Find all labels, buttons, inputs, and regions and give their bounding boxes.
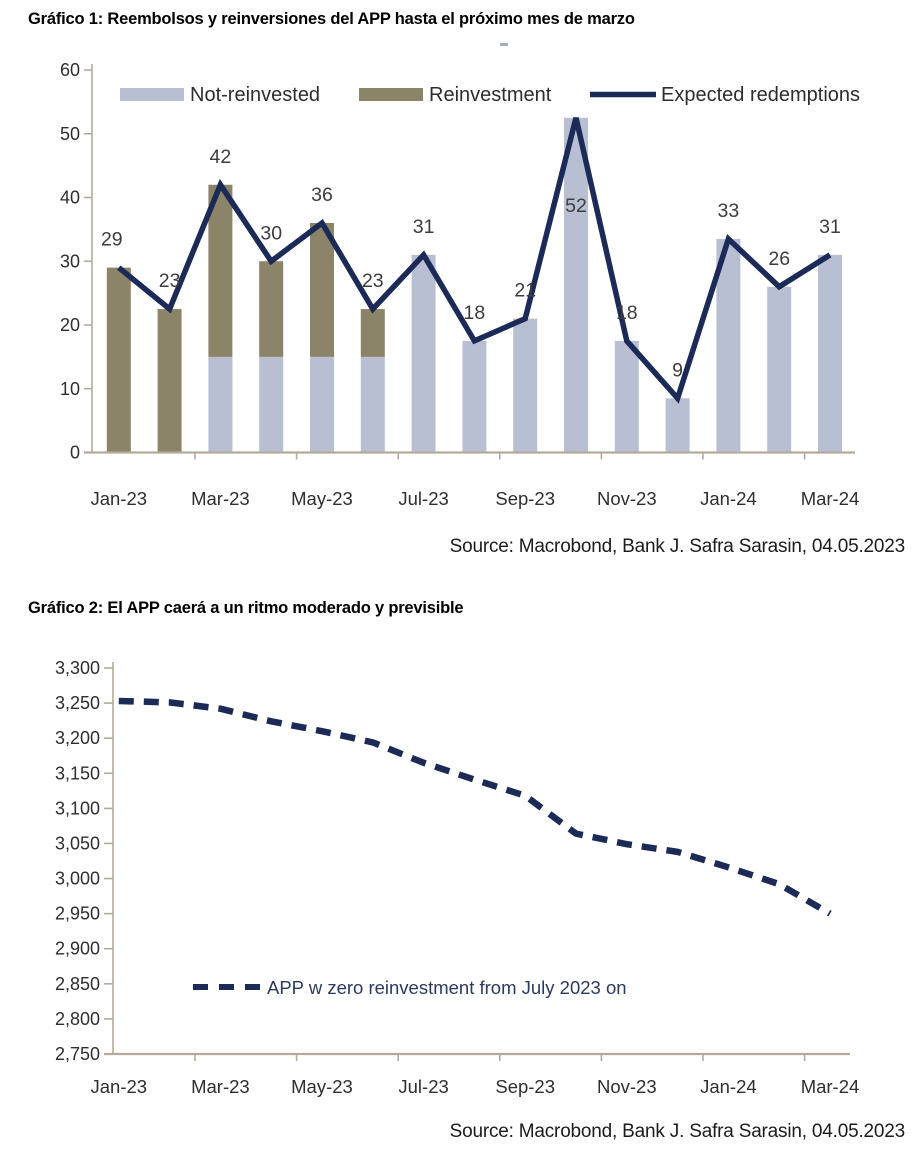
value-label: 42 (209, 145, 232, 168)
bar-segment (615, 341, 639, 453)
value-label: 33 (717, 199, 740, 222)
y-tick-label: 3,050 (54, 833, 100, 854)
value-label: 21 (514, 279, 537, 302)
bar-segment (513, 319, 537, 453)
chart2-figure (0, 640, 920, 1110)
x-tick-label: Jan-24 (700, 1076, 757, 1097)
bar-segment (259, 261, 283, 357)
x-axis (91, 1054, 860, 1097)
y-tick-label: 0 (69, 442, 80, 463)
value-label: 9 (672, 359, 684, 382)
bar-segment (107, 268, 131, 453)
x-tick-label: Mar-23 (191, 488, 250, 509)
bar-segment (259, 357, 283, 453)
y-tick-label: 50 (59, 123, 80, 144)
y-tick-label: 3,100 (54, 798, 100, 819)
bar-segment (462, 341, 486, 453)
x-tick-label: Nov-23 (596, 1076, 657, 1097)
x-tick-label: Jul-23 (398, 1076, 449, 1097)
bar-segment (361, 309, 385, 357)
bar-segment (412, 255, 436, 453)
y-tick-label: 20 (59, 315, 80, 335)
y-tick-label: 3,250 (54, 693, 100, 714)
x-axis (84, 453, 859, 510)
bar-segment (158, 309, 182, 452)
bar-segment (310, 223, 334, 357)
legend-swatch-reinvestment (359, 88, 423, 101)
x-tick-label: Mar-24 (800, 488, 860, 509)
value-label: 30 (260, 222, 283, 245)
legend (120, 84, 860, 106)
value-label: 31 (819, 215, 841, 238)
legend-label-app-line: APP w zero reinvestment from July 2023 on (267, 977, 627, 998)
chart1-figure (0, 40, 920, 518)
x-tick-label: May-23 (291, 488, 353, 509)
legend (193, 977, 627, 998)
value-label: 23 (158, 270, 181, 293)
value-label: 26 (768, 247, 791, 270)
value-label: 29 (100, 228, 123, 251)
legend-swatch-not-reinvested (120, 88, 184, 101)
bar-segment (564, 118, 588, 453)
legend-label-not-reinvested: Not-reinvested (190, 84, 321, 106)
chart2-source: Source: Macrobond, Bank J. Safra Sarasin, 04.05.2023 (449, 1121, 905, 1142)
y-tick-label: 60 (59, 60, 80, 80)
y-tick-label: 2,950 (54, 903, 100, 924)
x-tick-label: Nov-23 (596, 488, 657, 509)
y-tick-label: 3,150 (54, 763, 100, 784)
x-tick-label: Jul-23 (398, 488, 449, 509)
y-tick-label: 3,000 (54, 868, 100, 889)
x-tick-label: Jan-24 (700, 488, 757, 509)
chart2-title: Gráfico 2: El APP caerá a un ritmo moderado y previsible (28, 599, 464, 617)
bar-segment (767, 287, 791, 453)
x-tick-label: Jan-23 (90, 488, 148, 509)
value-label: 52 (565, 194, 587, 217)
bar-segment (208, 357, 232, 453)
x-tick-label: Jan-23 (90, 1076, 148, 1097)
bar-segment (361, 357, 385, 453)
y-tick-label: 2,800 (54, 1008, 100, 1029)
y-axis (55, 658, 113, 1064)
x-tick-label: May-23 (291, 1076, 353, 1097)
legend-label-expected-redemptions: Expected redemptions (661, 84, 861, 106)
value-label: 18 (463, 301, 486, 324)
y-tick-label: 3,200 (54, 728, 100, 749)
x-tick-label: Sep-23 (495, 488, 556, 509)
value-label: 31 (412, 215, 435, 238)
chart1-source: Source: Macrobond, Bank J. Safra Sarasin, 04.05.2023 (449, 536, 905, 557)
y-tick-label: 2,900 (54, 938, 100, 959)
bar-segment (310, 357, 334, 453)
y-tick-label: 10 (59, 378, 80, 399)
y-tick-label: 30 (59, 251, 80, 272)
y-tick-label: 40 (59, 187, 80, 208)
value-label: 36 (311, 184, 333, 206)
y-tick-label: 3,300 (54, 658, 100, 678)
app-projection-line (119, 701, 830, 914)
y-axis (60, 60, 92, 463)
chart1-title: Gráfico 1: Reembolsos y reinversiones del APP hasta el próximo mes de marzo (28, 10, 635, 28)
y-tick-label: 2,850 (54, 973, 100, 994)
bar-segment (666, 398, 690, 452)
x-tick-label: Sep-23 (495, 1076, 556, 1097)
bar-segment (818, 255, 842, 453)
y-tick-label: 2,750 (54, 1044, 100, 1064)
x-tick-label: Mar-23 (191, 1076, 250, 1097)
value-label: 18 (615, 301, 638, 324)
x-tick-label: Mar-24 (800, 1076, 860, 1097)
legend-label-reinvestment: Reinvestment (429, 84, 552, 106)
value-label: 23 (361, 270, 384, 293)
